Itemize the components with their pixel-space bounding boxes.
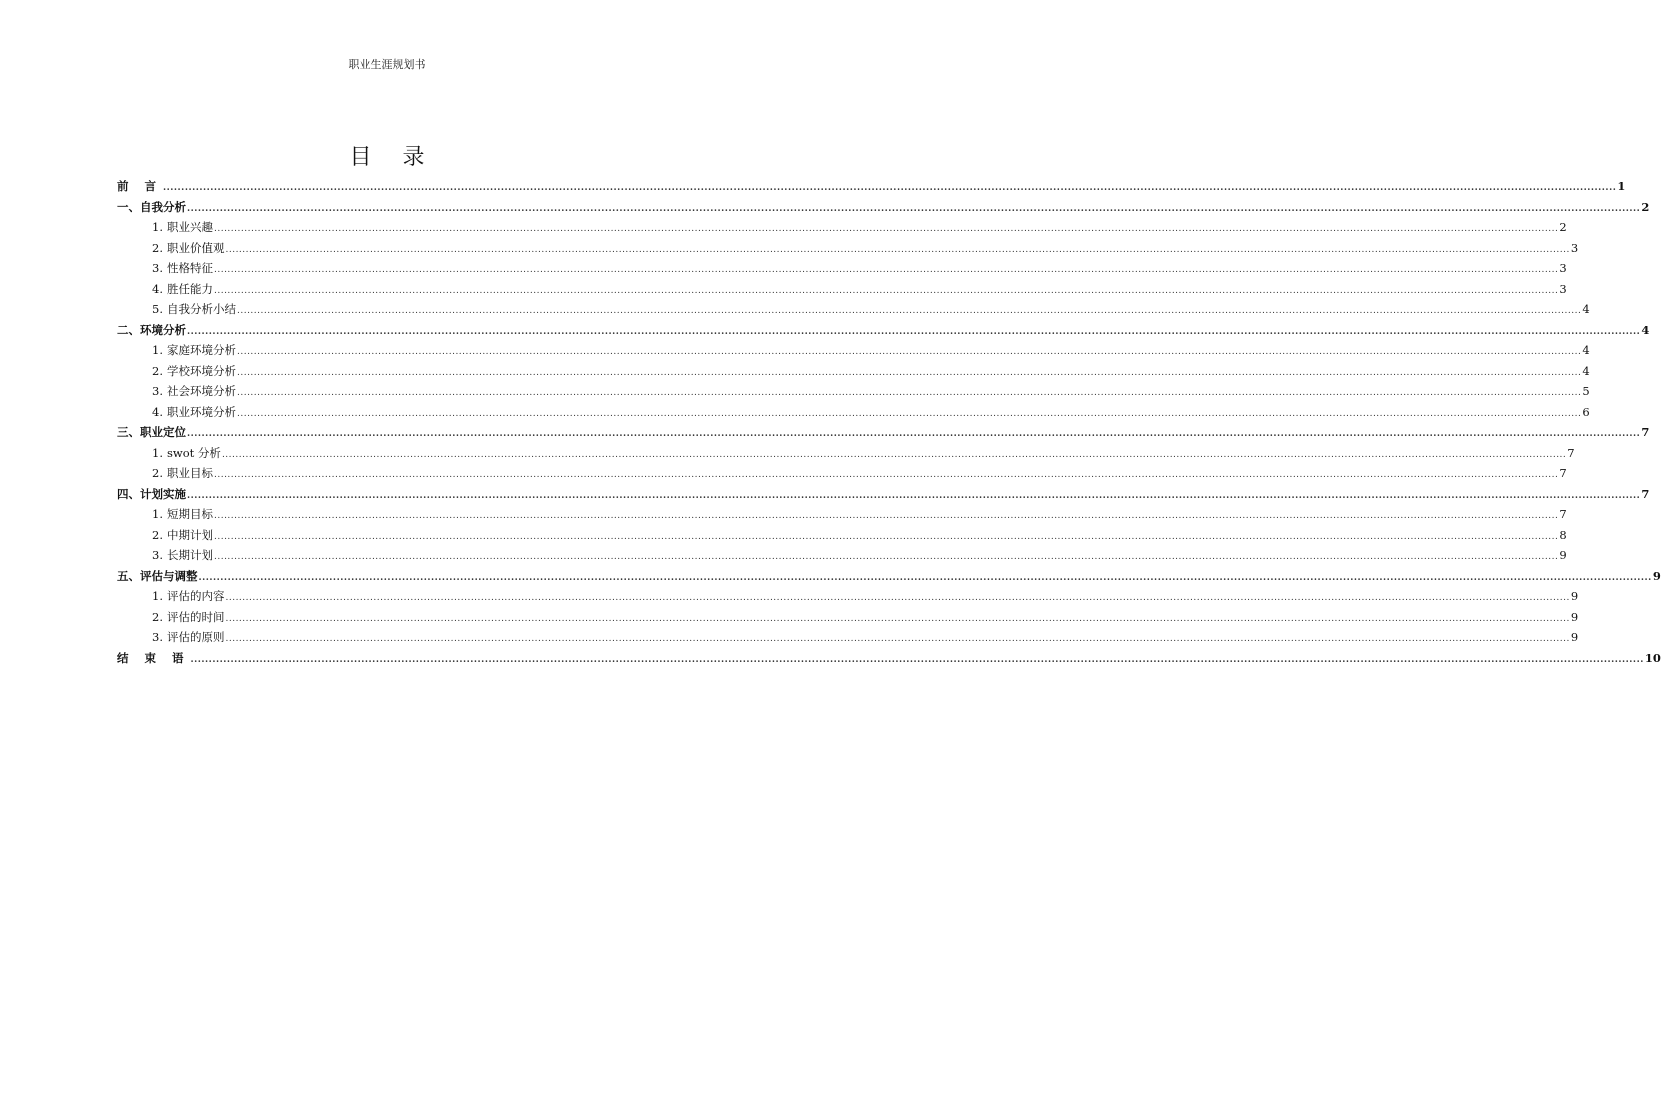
toc-entry-label: 评估的内容 — [166, 589, 225, 603]
toc-page-number: 5 — [1582, 384, 1590, 398]
dot-leader: ................................................................................................................................................................................................................................................................................................................................................................................................................ — [236, 367, 1582, 378]
toc-entry-number: 1. — [152, 343, 163, 357]
toc-entry-label: 中期计划 — [166, 527, 213, 542]
toc-chapter-entry[interactable] — [117, 176, 1626, 197]
toc-chapter-entry[interactable] — [117, 197, 1650, 218]
toc-entry-number: 3. — [152, 384, 163, 398]
toc-entry-label: 环境分析 — [140, 322, 186, 337]
toc-entry-label: 家庭环境分析 — [166, 343, 236, 357]
toc-entry-label: 职业兴趣 — [166, 220, 213, 234]
toc-page-number: 4 — [1641, 322, 1650, 337]
toc-chapter-entry[interactable] — [117, 320, 1650, 341]
toc-page-number: 9 — [1570, 609, 1579, 624]
toc-entry-label: 计划实施 — [140, 486, 186, 501]
toc-entry-number: 1. — [152, 507, 163, 521]
dot-leader: ................................................................................................................................................................................................................................................................................................................................................................................................................ — [236, 388, 1582, 398]
toc-section-entry[interactable] — [117, 361, 1590, 382]
toc-section-entry[interactable] — [117, 279, 1567, 300]
dot-leader: ................................................................................................................................................................................................................................................................................................................................................................................................................ — [213, 511, 1559, 521]
toc-entry-number: 3. — [152, 548, 163, 562]
toc-section-entry[interactable] — [117, 545, 1567, 566]
toc-entry-label: 职业目标 — [166, 466, 213, 480]
dot-leader: ................................................................................................................................................................................................................................................................................................................................................................................................................ — [198, 572, 1652, 583]
toc-entry-label: swot 分析 — [166, 445, 221, 460]
toc-section-entry[interactable] — [117, 443, 1575, 464]
toc-entry-label: 职业环境分析 — [166, 404, 236, 419]
toc-entry-number: 2. — [152, 240, 163, 255]
toc-page-number: 7 — [1559, 466, 1567, 480]
dot-leader: ................................................................................................................................................................................................................................................................................................................................................................................................................ — [236, 408, 1582, 419]
toc-entry-label: 评估的时间 — [166, 609, 225, 624]
toc-entry-label: 职业价值观 — [166, 240, 225, 255]
running-header: 职业生涯规划书 — [348, 58, 426, 71]
toc-entry-label: 结 束 语 — [117, 650, 190, 665]
dot-leader: ................................................................................................................................................................................................................................................................................................................................................................................................................ — [236, 306, 1582, 316]
dot-leader: ................................................................................................................................................................................................................................................................................................................................................................................................................ — [225, 593, 1570, 603]
toc-entry-label: 胜任能力 — [166, 281, 213, 296]
toc-section-entry[interactable] — [117, 586, 1579, 607]
toc-page-number: 10 — [1644, 650, 1661, 665]
toc-entry-number: 2. — [152, 363, 163, 378]
dot-leader: ................................................................................................................................................................................................................................................................................................................................................................................................................ — [213, 552, 1559, 562]
toc-page-number: 9 — [1559, 548, 1567, 562]
toc-entry-label: 评估与调整 — [140, 568, 198, 583]
toc-page-number: 1 — [1617, 179, 1626, 193]
toc-page-number: 7 — [1559, 507, 1567, 521]
toc-section-entry[interactable] — [117, 381, 1590, 402]
dot-leader: ................................................................................................................................................................................................................................................................................................................................................................................................................ — [225, 244, 1570, 255]
toc-entry-label: 学校环境分析 — [166, 363, 236, 378]
toc-section-entry[interactable] — [117, 258, 1567, 279]
toc-entry-number: 2. — [152, 609, 163, 624]
toc-chapter-entry[interactable] — [117, 566, 1661, 587]
dot-leader: ................................................................................................................................................................................................................................................................................................................................................................................................................ — [213, 531, 1559, 542]
toc-entry-number: 4. — [152, 281, 163, 296]
dot-leader: ................................................................................................................................................................................................................................................................................................................................................................................................................ — [213, 224, 1559, 234]
toc-page-number: 9 — [1570, 589, 1579, 603]
toc-page-number: 9 — [1652, 568, 1661, 583]
toc-page-number: 8 — [1559, 527, 1567, 542]
toc-page-number: 4 — [1582, 363, 1590, 378]
toc-entry-number: 5. — [152, 302, 163, 316]
dot-leader: ................................................................................................................................................................................................................................................................................................................................................................................................................ — [213, 470, 1559, 480]
dot-leader: ................................................................................................................................................................................................................................................................................................................................................................................................................ — [163, 183, 1617, 193]
dot-leader: ................................................................................................................................................................................................................................................................................................................................................................................................................ — [213, 265, 1559, 275]
toc-chapter-entry[interactable] — [117, 422, 1650, 443]
toc-entry-label: 自我分析 — [140, 199, 186, 214]
toc-entry-label: 评估的原则 — [166, 630, 225, 644]
toc-title: 目 录 — [349, 145, 437, 170]
toc-entry-label: 自我分析小结 — [166, 302, 236, 316]
toc-section-entry[interactable] — [117, 525, 1567, 546]
toc-page-number: 7 — [1567, 445, 1575, 460]
dot-leader: ................................................................................................................................................................................................................................................................................................................................................................................................................ — [225, 634, 1570, 644]
toc-page-number: 3 — [1559, 261, 1567, 275]
toc-page-number: 6 — [1582, 404, 1590, 419]
dot-leader: ................................................................................................................................................................................................................................................................................................................................................................................................................ — [187, 490, 1641, 501]
toc-entry-label: 前 言 — [117, 179, 163, 193]
toc-section-entry[interactable] — [117, 217, 1567, 238]
toc-section-entry[interactable] — [117, 504, 1567, 525]
toc-page-number: 4 — [1582, 302, 1590, 316]
dot-leader: ................................................................................................................................................................................................................................................................................................................................................................................................................ — [190, 654, 1644, 665]
dot-leader: ................................................................................................................................................................................................................................................................................................................................................................................................................ — [187, 429, 1641, 439]
toc-section-entry[interactable] — [117, 607, 1579, 628]
toc-section-entry[interactable] — [117, 463, 1567, 484]
toc-entry-number: 五、 — [117, 568, 140, 583]
toc-section-entry[interactable] — [117, 627, 1579, 648]
toc-entry-number: 1. — [152, 445, 163, 460]
toc-page-number: 3 — [1570, 240, 1579, 255]
toc-section-entry[interactable] — [117, 299, 1590, 320]
toc-entry-label: 长期计划 — [166, 548, 213, 562]
toc-entry-number: 4. — [152, 404, 163, 419]
toc-section-entry[interactable] — [117, 402, 1590, 423]
toc-entry-number: 2. — [152, 466, 163, 480]
toc-chapter-entry[interactable] — [117, 648, 1661, 669]
toc-chapter-entry[interactable] — [117, 484, 1650, 505]
toc-entry-number: 一、 — [117, 199, 140, 214]
toc-entry-number: 3. — [152, 630, 163, 644]
toc-entry-number: 2. — [152, 527, 163, 542]
toc-page-number: 2 — [1641, 199, 1650, 214]
toc-page-number: 4 — [1582, 343, 1590, 357]
toc-section-entry[interactable] — [117, 238, 1579, 259]
dot-leader: ................................................................................................................................................................................................................................................................................................................................................................................................................ — [221, 449, 1567, 460]
toc-entry-label: 性格特征 — [166, 261, 213, 275]
toc-page-number: 2 — [1559, 220, 1567, 234]
toc-page-number: 9 — [1570, 630, 1579, 644]
toc-entry-number: 3. — [152, 261, 163, 275]
toc-section-entry[interactable] — [117, 340, 1590, 361]
toc-entry-label: 职业定位 — [140, 425, 186, 439]
toc-entry-label: 短期目标 — [166, 507, 213, 521]
dot-leader: ................................................................................................................................................................................................................................................................................................................................................................................................................ — [187, 326, 1641, 337]
dot-leader: ................................................................................................................................................................................................................................................................................................................................................................................................................ — [213, 285, 1559, 296]
toc-entry-number: 四、 — [117, 486, 140, 501]
toc-entry-number: 三、 — [117, 425, 140, 439]
dot-leader: ................................................................................................................................................................................................................................................................................................................................................................................................................ — [187, 203, 1641, 214]
toc-entry-number: 二、 — [117, 322, 140, 337]
toc-entry-label: 社会环境分析 — [166, 384, 236, 398]
toc-entry-number: 1. — [152, 589, 163, 603]
toc-page-number: 7 — [1641, 486, 1650, 501]
table-of-contents — [117, 176, 1661, 668]
toc-page-number: 7 — [1641, 425, 1650, 439]
toc-entry-number: 1. — [152, 220, 163, 234]
toc-page-number: 3 — [1559, 281, 1567, 296]
dot-leader: ................................................................................................................................................................................................................................................................................................................................................................................................................ — [225, 613, 1570, 624]
dot-leader: ................................................................................................................................................................................................................................................................................................................................................................................................................ — [236, 347, 1582, 357]
